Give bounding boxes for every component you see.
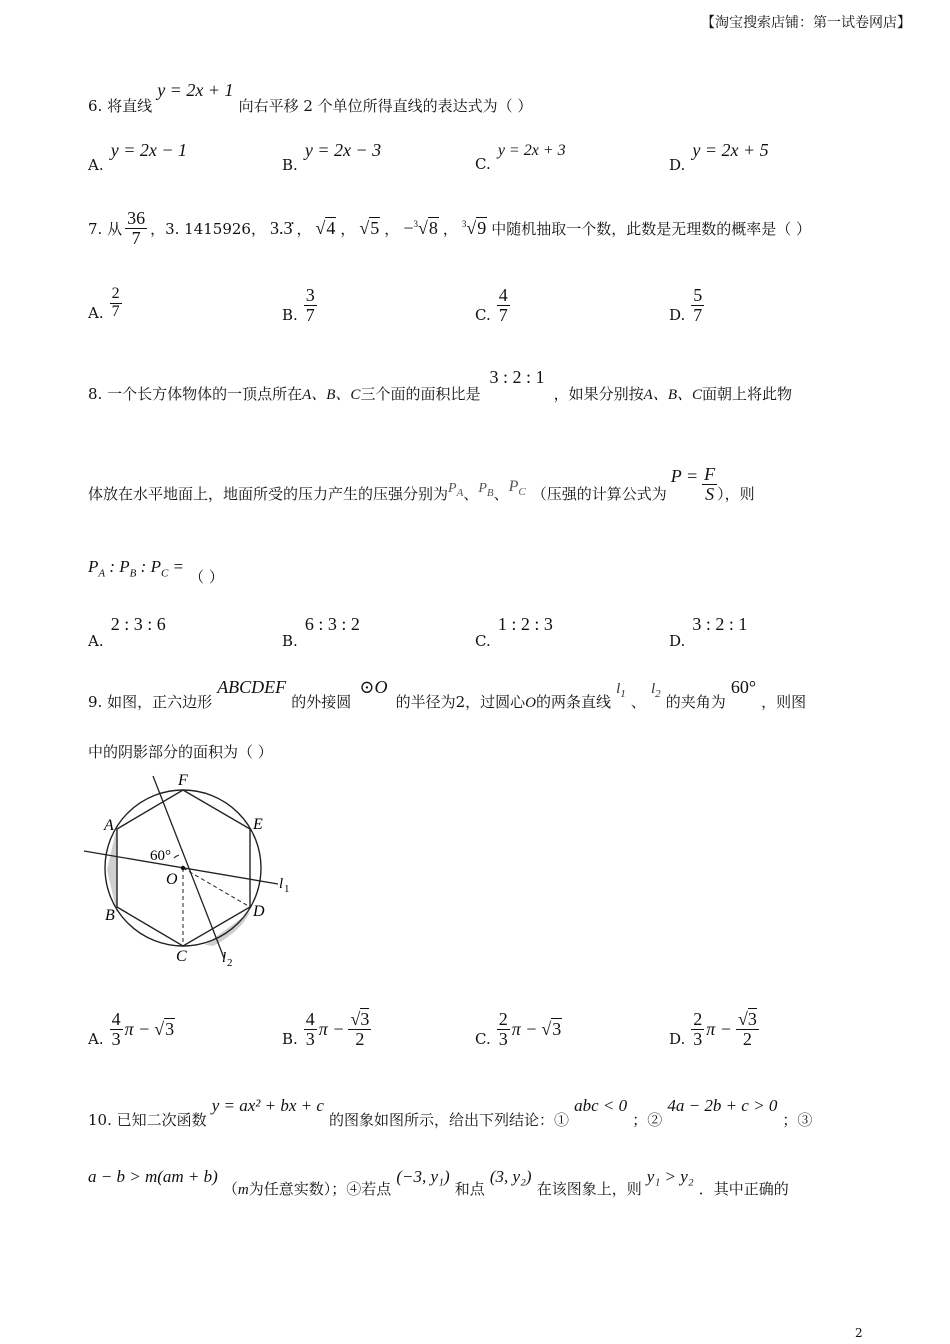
hexagon-figure	[80, 770, 300, 970]
numerator: F	[704, 463, 716, 484]
option-label: C.	[475, 632, 491, 650]
numerator: 4	[498, 285, 508, 305]
denominator: 3	[693, 1028, 703, 1049]
radicand: 5	[370, 217, 380, 238]
sqrt-term: √3	[154, 1018, 175, 1039]
question-8-line1	[88, 367, 793, 403]
q7-sqrt5: √5	[359, 217, 380, 238]
q8-faces: A、B、C	[643, 387, 703, 403]
symbol: P	[508, 477, 519, 495]
separator: 、	[493, 484, 509, 503]
q6-option-a	[88, 140, 187, 174]
option-label: A.	[88, 1030, 104, 1049]
option-fraction	[304, 1010, 317, 1049]
radicand: 9	[477, 217, 487, 238]
option-fraction	[110, 1010, 123, 1049]
option-fraction	[691, 1010, 704, 1049]
subscript: C	[518, 486, 526, 499]
q7-repeating-decimal: 3.3̇	[269, 217, 293, 238]
q10-text: 10. 已知二次函数	[88, 1111, 207, 1129]
q7-option-c	[475, 286, 510, 325]
option-label: D.	[669, 156, 686, 174]
pi-term: π −	[318, 1018, 345, 1039]
option-fraction	[691, 286, 704, 325]
pi-term: π −	[511, 1018, 538, 1039]
denominator: 3	[111, 1028, 121, 1049]
question-8-line2	[88, 456, 755, 512]
q10-text: ；②	[632, 1111, 663, 1129]
option-label: C.	[475, 155, 491, 173]
conclusion-1: abc < 0	[574, 1096, 628, 1115]
radicand: 4	[326, 217, 336, 238]
q9-text: ，则图	[761, 693, 807, 711]
option-label: D.	[669, 306, 686, 325]
line-l1	[616, 681, 626, 700]
pi-term: π −	[124, 1018, 151, 1039]
q8-text: 8. 一个长方体物体的一顶点所在	[88, 385, 303, 403]
q8-area-ratio: 3 : 2 : 1	[489, 367, 545, 387]
line-l2	[650, 681, 661, 700]
label-E: E	[253, 816, 263, 833]
separator: ，	[340, 219, 356, 238]
q8-option-b	[282, 614, 360, 650]
answer-paren: （ ）	[189, 568, 224, 586]
q8-text: 面朝上将此物	[702, 385, 793, 403]
radicand: 3	[552, 1018, 562, 1039]
numerator: 5	[693, 285, 703, 305]
q6-option-b	[282, 140, 382, 174]
q7-option-b	[282, 286, 317, 325]
option-value: 6 : 3 : 2	[304, 614, 360, 634]
option-label: B.	[282, 306, 298, 325]
q7-prefix: 7. 从	[88, 219, 123, 238]
question-6	[88, 80, 533, 115]
center-name: O	[525, 695, 536, 711]
denominator: 7	[131, 227, 141, 248]
conclusion-3: a − b > m(am + b)	[88, 1167, 218, 1186]
q8-text: ，如果分别按	[553, 385, 644, 403]
option-value: 3 : 2 : 1	[692, 614, 748, 634]
symbol: l	[650, 681, 656, 697]
angle-arc	[174, 855, 179, 858]
q7-list-a: ，3. 1415926，	[150, 219, 266, 238]
question-10-line2	[88, 1166, 789, 1198]
option-label: D.	[669, 1030, 686, 1049]
denominator: 3	[498, 1028, 508, 1049]
option-label: B.	[282, 1030, 298, 1049]
numerator: 2	[111, 285, 120, 302]
q6-option-d	[669, 140, 769, 174]
option-fraction	[497, 1010, 510, 1049]
q9-option-b	[282, 1010, 371, 1049]
option-value: 2 : 3 : 6	[110, 614, 166, 634]
q10-text: 为任意实数）；④若点	[248, 1180, 392, 1198]
label-l2-sub: 2	[227, 957, 233, 969]
minus-sign: −	[403, 217, 414, 238]
option-label: C.	[475, 1030, 491, 1049]
option-fraction	[110, 286, 122, 321]
q10-text: ．其中正确的	[698, 1180, 789, 1198]
circle-symbol: ⊙O	[359, 677, 388, 697]
q7-option-d	[669, 286, 704, 325]
subscript: A	[456, 486, 464, 499]
q7-suffix: 中随机抽取一个数，此数是无理数的概率是（ ）	[491, 219, 812, 238]
separator: ，	[384, 219, 400, 238]
q9-text: 的半径为2，过圆心	[395, 693, 526, 711]
label-O: O	[166, 871, 178, 888]
pressure-b	[478, 481, 493, 499]
q6-option-c	[475, 140, 566, 173]
label-F: F	[178, 772, 188, 789]
numerator: 4	[111, 1009, 121, 1029]
formula-fraction	[702, 465, 717, 504]
subscript: 1	[620, 688, 626, 700]
q7-neg-cbrt8: −$^3$√8	[403, 217, 438, 238]
denominator: 7	[305, 304, 315, 325]
point-1: (−3, y₁)	[396, 1167, 450, 1186]
label-B: B	[105, 907, 115, 924]
conclusion-2: 4a − 2b + c > 0	[667, 1096, 778, 1115]
option-value: y = 2x − 1	[110, 140, 187, 160]
denominator: 3	[305, 1028, 315, 1049]
symbol: l	[616, 681, 621, 697]
q8-option-d	[669, 614, 748, 650]
q10-text: 在该图象上，则	[536, 1180, 642, 1198]
q9-text: 9. 如图，正六边形	[88, 693, 213, 711]
question-9-line1	[88, 677, 807, 711]
sqrt-fraction: $\frac{√3}{2}$	[350, 1009, 370, 1049]
separator: ，	[296, 219, 312, 238]
label-l2: l	[222, 950, 227, 966]
option-fraction	[497, 286, 510, 325]
line-l2-graphic	[153, 776, 224, 958]
q8-faces: A、B、C	[302, 387, 361, 403]
sqrt-term: √3	[541, 1018, 562, 1039]
q8-option-a	[88, 614, 166, 650]
question-7	[88, 200, 811, 256]
q10-text: ；③	[782, 1111, 813, 1129]
separator: ，	[442, 219, 458, 238]
label-C: C	[176, 948, 187, 965]
q9-text: 的两条直线	[535, 693, 611, 711]
q9-text: 的夹角为	[665, 693, 726, 711]
sqrt-fraction: $\frac{√3}{2}$	[737, 1009, 757, 1049]
radicand: 8	[428, 217, 438, 238]
label-A: A	[104, 817, 114, 834]
denominator: S	[705, 483, 715, 504]
formula-lhs: P =	[670, 465, 699, 486]
quadratic-function: y = ax² + bx + c	[211, 1096, 324, 1115]
q7-cbrt9: $^3$√9	[461, 217, 487, 238]
separator: 、	[463, 484, 479, 503]
q9-line2: 中的阴影部分的面积为（ ）	[88, 743, 273, 761]
subscript: 2	[655, 688, 661, 700]
page-number: 2	[855, 1326, 863, 1340]
q9-option-a	[88, 1010, 175, 1049]
option-label: A.	[88, 156, 104, 174]
denominator: 2	[742, 1028, 752, 1049]
pressure-c	[509, 478, 526, 498]
numerator: 3	[305, 285, 315, 305]
numerator: 2	[693, 1009, 703, 1029]
q8-ratio-expression: $P_A$ : $P_B$ : $P_C$ =	[88, 557, 185, 580]
radicand: 3	[165, 1018, 175, 1039]
option-fraction	[304, 286, 317, 325]
q8-text: 体放在水平地面上，地面所受的压力产生的压强分别为	[88, 484, 449, 503]
angle-value: 60°	[730, 677, 757, 697]
option-label: B.	[282, 156, 298, 174]
subscript: B	[486, 486, 494, 499]
denominator: 7	[111, 302, 120, 320]
q7-option-a	[88, 286, 122, 321]
q10-text: 和点	[454, 1180, 485, 1198]
option-label: C.	[475, 306, 491, 325]
q8-text: ），则	[717, 484, 755, 503]
numerator: 36	[127, 207, 146, 228]
symbol: P	[448, 481, 457, 497]
separator: 、	[630, 693, 646, 711]
question-10-line1	[88, 1095, 813, 1129]
option-label: A.	[88, 304, 104, 323]
q6-prefix: 6. 将直线	[88, 97, 153, 115]
q8-option-c	[475, 614, 553, 650]
q9-option-d	[669, 1010, 759, 1049]
option-value: y = 2x + 5	[692, 140, 769, 160]
point-2: (3, y₂)	[489, 1167, 532, 1186]
q8-ask	[88, 556, 224, 586]
denominator: 7	[498, 304, 508, 325]
option-value: 1 : 2 : 3	[497, 614, 553, 634]
pressure-a	[448, 481, 463, 499]
q7-sqrt4: √4	[315, 217, 336, 238]
hexagon-name: ABCDEF	[217, 677, 287, 697]
q6-expression: y = 2x + 1	[157, 80, 234, 100]
numerator: 4	[305, 1009, 315, 1029]
q10-text: （	[222, 1180, 238, 1198]
denominator: 2	[355, 1028, 365, 1049]
label-l1-sub: 1	[284, 883, 290, 895]
radicand: 3	[747, 1009, 757, 1029]
numerator: 2	[498, 1009, 508, 1029]
q7-fraction	[125, 209, 147, 248]
option-label: A.	[88, 632, 104, 650]
label-l1: l	[279, 876, 284, 892]
q9-text: 的外接圆	[291, 693, 352, 711]
option-value: y = 2x − 3	[304, 140, 382, 160]
label-D: D	[253, 903, 265, 920]
symbol: P	[478, 481, 487, 497]
option-value: y = 2x + 3	[497, 142, 566, 159]
variable-m: m	[237, 1182, 249, 1198]
center-point	[181, 866, 185, 870]
q8-text: 三个面的面积比是	[360, 385, 481, 403]
q9-option-c	[475, 1010, 562, 1049]
conclusion-4: y₁ > y₂	[646, 1167, 694, 1186]
option-label: B.	[282, 632, 298, 650]
denominator: 7	[693, 304, 703, 325]
option-label: D.	[669, 632, 686, 650]
label-angle: 60°	[150, 848, 171, 864]
radicand: 3	[360, 1009, 370, 1029]
q10-text: 的图象如图所示，给出下列结论：①	[329, 1111, 570, 1129]
q6-suffix: 向右平移 2 个单位所得直线的表达式为（ ）	[238, 97, 533, 115]
q8-text: （压强的计算公式为	[531, 484, 667, 503]
shop-header: 【淘宝搜索店铺：第一试卷网店】	[701, 15, 911, 31]
pi-term: π −	[706, 1018, 732, 1039]
